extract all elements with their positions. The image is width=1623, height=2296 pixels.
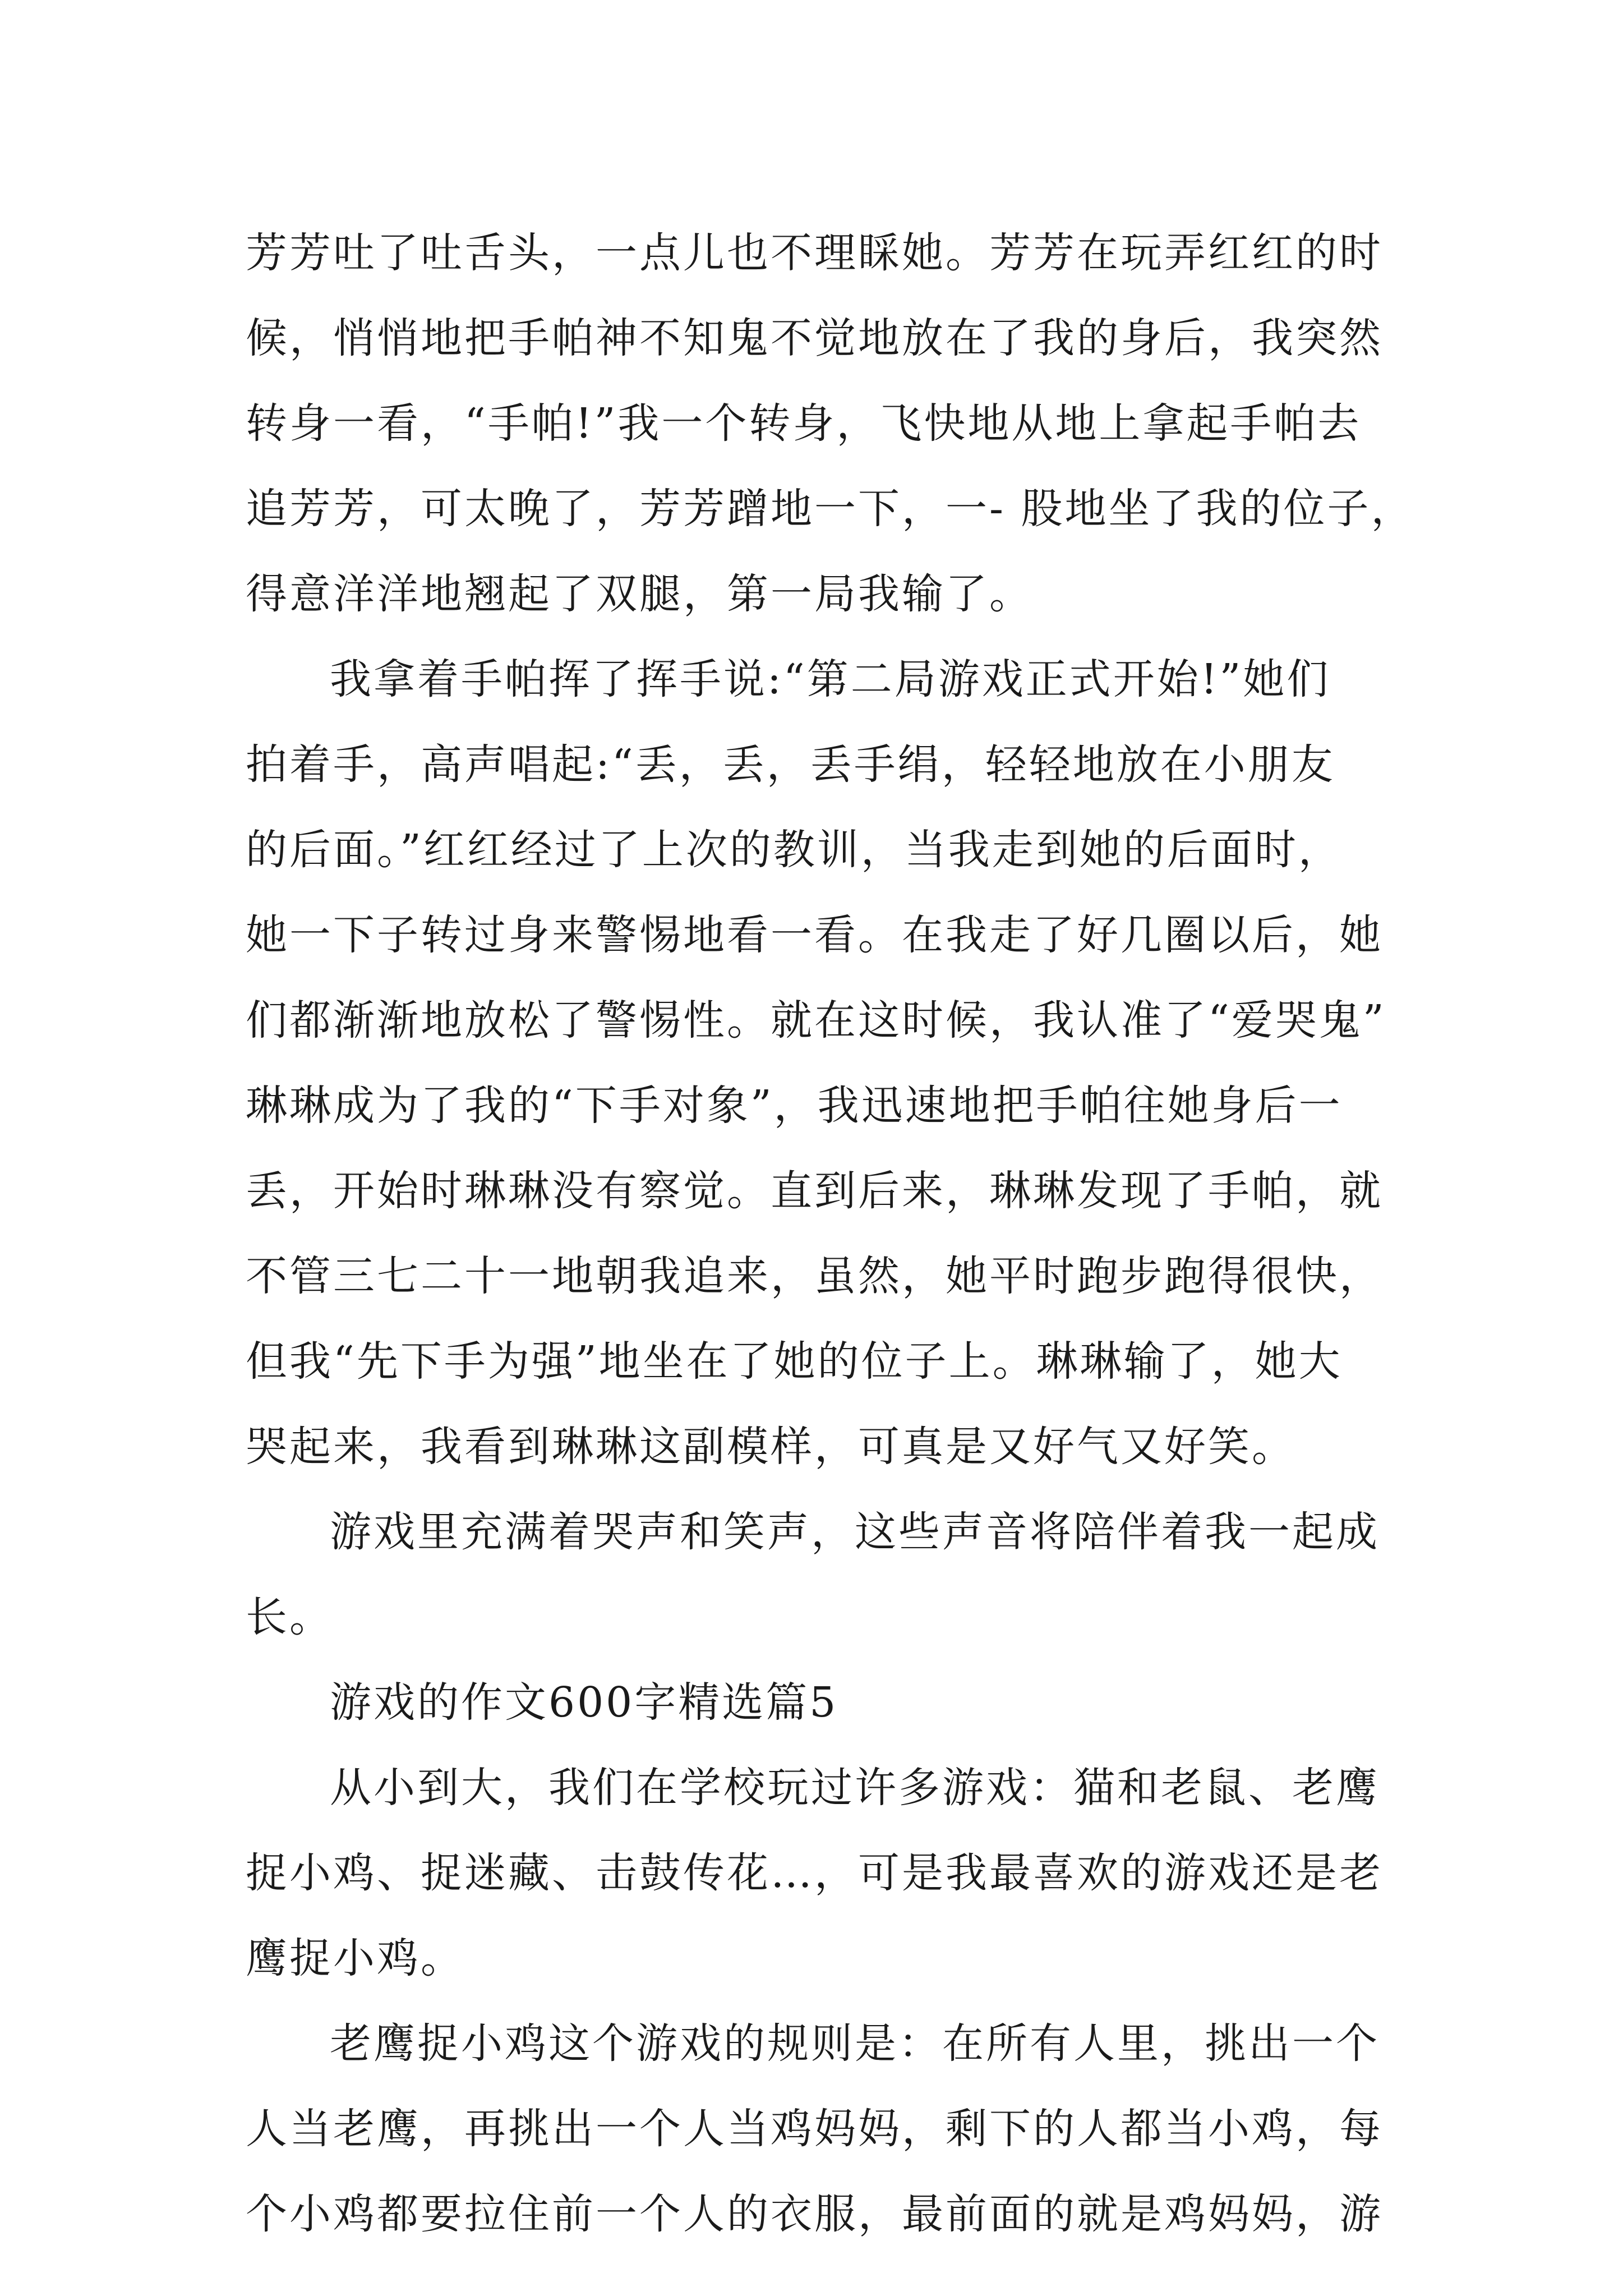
text-line: 拍着手，高声唱起:“丢，丢，丢手绢，轻轻地放在小朋友 bbox=[246, 740, 1335, 789]
text-line: 转身一看，“手帕!”我一个转身，飞快地从地上拿起手帕去 bbox=[246, 399, 1362, 448]
text-line: 鹰捉小鸡。 bbox=[246, 1934, 464, 1982]
text-line: 我拿着手帕挥了挥手说:“第二局游戏正式开始!”她们 bbox=[330, 655, 1331, 703]
text-line: 追芳芳，可太晚了，芳芳蹭地一下，一- 股地坐了我的位子， bbox=[246, 485, 1415, 533]
text-line: 哭起来，我看到琳琳这副模样，可真是又好气又好笑。 bbox=[246, 1423, 1295, 1471]
text-line: 的后面。”红红经过了上次的教训，当我走到她的后面时， bbox=[246, 826, 1342, 874]
body-text bbox=[246, 210, 1415, 2257]
text-line: 丢，开始时琳琳没有察觉。直到后来，琳琳发现了手帕，就 bbox=[246, 1167, 1383, 1215]
text-line: 长。 bbox=[246, 1593, 333, 1641]
text-line: 但我“先下手为强”地坐在了她的位子上。琳琳输了，她大 bbox=[246, 1337, 1343, 1386]
text-line: 捉小鸡、捉迷藏、击鼓传花…，可是我最喜欢的游戏还是老 bbox=[246, 1849, 1383, 1897]
text-line: 老鹰捉小鸡这个游戏的规则是：在所有人里，挑出一个 bbox=[330, 2019, 1380, 2068]
text-line: 芳芳吐了吐舌头，一点儿也不理睬她。芳芳在玩弄红红的时 bbox=[246, 229, 1383, 277]
text-line: 从小到大，我们在学校玩过许多游戏：猫和老鼠、老鹰 bbox=[330, 1764, 1380, 1812]
text-line: 个小鸡都要拉住前一个人的衣服，最前面的就是鸡妈妈，游 bbox=[246, 2190, 1383, 2238]
text-line: 游戏里充满着哭声和笑声，这些声音将陪伴着我一起成 bbox=[330, 1508, 1380, 1556]
text-line: 候，悄悄地把手帕神不知鬼不觉地放在了我的身后，我突然 bbox=[246, 314, 1383, 362]
section-heading: 游戏的作文600字精选篇5 bbox=[330, 1678, 838, 1727]
text-line: 琳琳成为了我的“下手对象”，我迅速地把手帕往她身后一 bbox=[246, 1082, 1343, 1130]
text-line: 人当老鹰，再挑出一个人当鸡妈妈，剩下的人都当小鸡，每 bbox=[246, 2105, 1383, 2153]
text-line: 她一下子转过身来警惕地看一看。在我走了好几圈以后，她 bbox=[246, 911, 1383, 959]
text-line: 不管三七二十一地朝我追来，虽然，她平时跑步跑得很快， bbox=[246, 1252, 1383, 1300]
text-line: 得意洋洋地翘起了双腿，第一局我输了。 bbox=[246, 570, 1033, 618]
text-line: 们都渐渐地放松了警惕性。就在这时候，我认准了“爱哭鬼” bbox=[246, 996, 1386, 1045]
